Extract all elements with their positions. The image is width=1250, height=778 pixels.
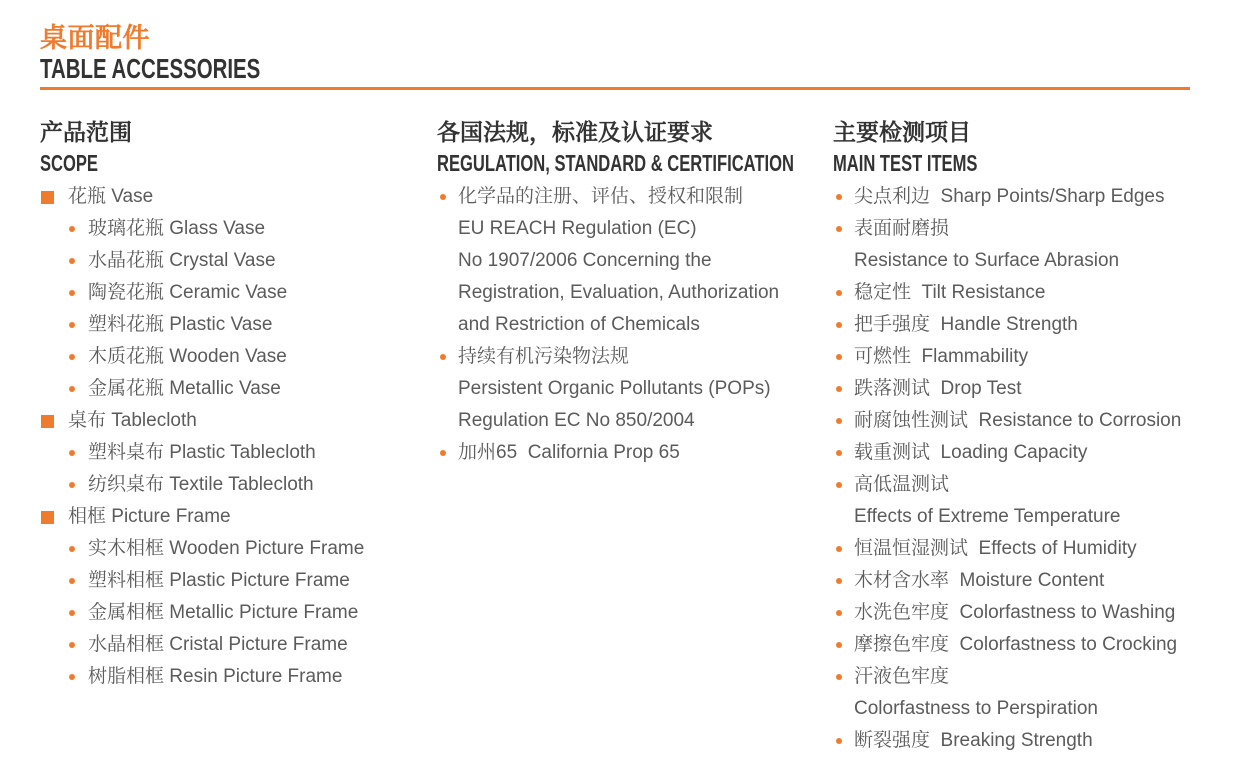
- test-item: [833, 437, 1223, 469]
- test-item: [833, 725, 1223, 757]
- dot-bullet-icon: [69, 386, 75, 392]
- scope-item: [40, 629, 430, 661]
- scope-item-text: 陶瓷花瓶 Ceramic Vase: [88, 282, 288, 303]
- dot-bullet-icon: [836, 578, 842, 584]
- dot-bullet-icon: [69, 226, 75, 232]
- scope-item: [40, 661, 430, 693]
- dot-bullet-icon: [836, 194, 842, 200]
- test-item: [833, 181, 1223, 213]
- scope-item: [40, 341, 430, 373]
- test-item: [833, 213, 1223, 277]
- dot-bullet-icon: [836, 418, 842, 424]
- dot-bullet-icon: [836, 610, 842, 616]
- test-item-line: 耐腐蚀性测试 Resistance to Corrosion: [854, 410, 1182, 431]
- scope-group-picture-frame: [40, 501, 430, 693]
- scope-item-text: 塑料花瓶 Plastic Vase: [88, 314, 273, 335]
- test-items-heading-en: MAIN TEST ITEMS: [833, 150, 978, 176]
- scope-item-text: 塑料桌布 Plastic Tablecloth: [88, 442, 316, 463]
- scope-item: [40, 309, 430, 341]
- test-item: [833, 469, 1223, 533]
- regulation-item-line: 加州65 California Prop 65: [458, 442, 680, 463]
- test-items-column: [833, 116, 1223, 766]
- scope-item: [40, 213, 430, 245]
- dot-bullet-icon: [69, 290, 75, 296]
- scope-group-label: [40, 405, 430, 437]
- scope-item: [40, 597, 430, 629]
- test-item: [833, 597, 1223, 629]
- scope-item-text: 树脂相框 Resin Picture Frame: [88, 666, 343, 687]
- scope-list: [40, 181, 430, 693]
- scope-item: [40, 437, 430, 469]
- scope-item-text: 实木相框 Wooden Picture Frame: [88, 538, 365, 559]
- scope-item: [40, 277, 430, 309]
- scope-item-text: 塑料相框 Plastic Picture Frame: [88, 570, 350, 591]
- test-item-line: 跌落测试 Drop Test: [854, 378, 1022, 399]
- dot-bullet-icon: [836, 546, 842, 552]
- regulation-item-line: 化学品的注册、评估、授权和限制: [458, 186, 744, 207]
- page-title-cn: 桌面配件: [40, 23, 150, 53]
- square-bullet-icon: [41, 415, 54, 428]
- test-item-line: 载重测试 Loading Capacity: [854, 442, 1088, 463]
- scope-item: [40, 533, 430, 565]
- dot-bullet-icon: [836, 386, 842, 392]
- test-item-line: Colorfastness to Perspiration: [854, 698, 1098, 719]
- regulation-item: [437, 181, 827, 341]
- scope-item-text: 纺织桌布 Textile Tablecloth: [88, 474, 314, 495]
- test-items-heading-cn: 主要检测项目: [833, 119, 971, 145]
- scope-item: [40, 245, 430, 277]
- test-item-line: 高低温测试: [854, 474, 950, 495]
- dot-bullet-icon: [69, 354, 75, 360]
- dot-bullet-icon: [440, 354, 446, 360]
- square-bullet-icon: [41, 191, 54, 204]
- test-item-line: 汗液色牢度: [854, 666, 950, 687]
- scope-item-text: 木质花瓶 Wooden Vase: [88, 346, 287, 367]
- scope-group-label-text: 花瓶 Vase: [68, 186, 154, 207]
- regulation-item-line: Regulation EC No 850/2004: [458, 410, 695, 431]
- test-item-line: 断裂强度 Breaking Strength: [854, 730, 1093, 751]
- dot-bullet-icon: [69, 450, 75, 456]
- test-item-line: 木材含水率 Moisture Content: [854, 570, 1105, 591]
- scope-heading-en: SCOPE: [40, 150, 98, 176]
- dot-bullet-icon: [69, 258, 75, 264]
- test-item-line: Resistance to Surface Abrasion: [854, 250, 1120, 271]
- square-bullet-icon: [41, 511, 54, 524]
- test-item-line: 尖点利边 Sharp Points/Sharp Edges: [854, 186, 1165, 207]
- test-item: [833, 629, 1223, 661]
- dot-bullet-icon: [69, 546, 75, 552]
- dot-bullet-icon: [69, 578, 75, 584]
- dot-bullet-icon: [69, 482, 75, 488]
- test-item-line: 摩擦色牢度 Colorfastness to Crocking: [854, 634, 1178, 655]
- title-divider: [40, 87, 1190, 90]
- test-item: [833, 341, 1223, 373]
- dot-bullet-icon: [836, 226, 842, 232]
- regulation-item: [437, 341, 827, 437]
- regulation-heading-en: REGULATION, STANDARD & CERTIFICATION: [437, 150, 794, 176]
- test-item-line: Effects of Extreme Temperature: [854, 506, 1121, 527]
- test-item-line: 恒温恒湿测试 Effects of Humidity: [854, 538, 1137, 559]
- scope-group-label-text: 相框 Picture Frame: [68, 506, 231, 527]
- dot-bullet-icon: [836, 450, 842, 456]
- regulation-item-line: Persistent Organic Pollutants (POPs): [458, 378, 771, 399]
- regulation-item-line: 持续有机污染物法规: [458, 346, 630, 367]
- test-item: [833, 405, 1223, 437]
- test-item: [833, 277, 1223, 309]
- test-item-line: 表面耐磨损: [854, 218, 950, 239]
- test-item: [833, 565, 1223, 597]
- dot-bullet-icon: [440, 194, 446, 200]
- dot-bullet-icon: [69, 322, 75, 328]
- scope-item-text: 玻璃花瓶 Glass Vase: [88, 218, 266, 239]
- regulation-item-line: Registration, Evaluation, Authorization: [458, 282, 780, 303]
- regulation-item-line: EU REACH Regulation (EC): [458, 218, 697, 239]
- test-item: [833, 309, 1223, 341]
- scope-group-tablecloth: [40, 405, 430, 501]
- page-title-en: TABLE ACCESSORIES: [40, 53, 261, 84]
- scope-column: [40, 116, 430, 766]
- scope-item: [40, 565, 430, 597]
- dot-bullet-icon: [836, 322, 842, 328]
- scope-item-text: 水晶花瓶 Crystal Vase: [88, 250, 276, 271]
- test-item-line: 可燃性 Flammability: [854, 346, 1029, 367]
- scope-group-vase: [40, 181, 430, 405]
- dot-bullet-icon: [836, 354, 842, 360]
- dot-bullet-icon: [440, 450, 446, 456]
- dot-bullet-icon: [69, 610, 75, 616]
- scope-item-text: 金属花瓶 Metallic Vase: [88, 378, 281, 399]
- regulation-item: [437, 437, 827, 469]
- dot-bullet-icon: [836, 674, 842, 680]
- dot-bullet-icon: [836, 290, 842, 296]
- test-item-line: 稳定性 Tilt Resistance: [854, 282, 1046, 303]
- scope-group-label: [40, 181, 430, 213]
- scope-item: [40, 373, 430, 405]
- scope-item-text: 金属相框 Metallic Picture Frame: [88, 602, 359, 623]
- test-item: [833, 373, 1223, 405]
- scope-item-text: 水晶相框 Cristal Picture Frame: [88, 634, 348, 655]
- test-items-list: [833, 181, 1223, 757]
- regulation-column: [437, 116, 827, 766]
- dot-bullet-icon: [836, 738, 842, 744]
- scope-heading-cn: 产品范围: [40, 119, 132, 145]
- dot-bullet-icon: [836, 482, 842, 488]
- regulation-heading-cn: 各国法规，标准及认证要求: [437, 119, 713, 145]
- test-item-line: 水洗色牢度 Colorfastness to Washing: [854, 602, 1176, 623]
- regulation-list: [437, 181, 827, 469]
- regulation-item-line: No 1907/2006 Concerning the: [458, 250, 712, 271]
- test-item: [833, 533, 1223, 565]
- test-item-line: 把手强度 Handle Strength: [854, 314, 1078, 335]
- dot-bullet-icon: [69, 642, 75, 648]
- dot-bullet-icon: [836, 642, 842, 648]
- test-item: [833, 661, 1223, 725]
- scope-group-label-text: 桌布 Tablecloth: [68, 410, 197, 431]
- regulation-item-line: and Restriction of Chemicals: [458, 314, 700, 335]
- scope-item: [40, 469, 430, 501]
- scope-group-label: [40, 501, 430, 533]
- dot-bullet-icon: [69, 674, 75, 680]
